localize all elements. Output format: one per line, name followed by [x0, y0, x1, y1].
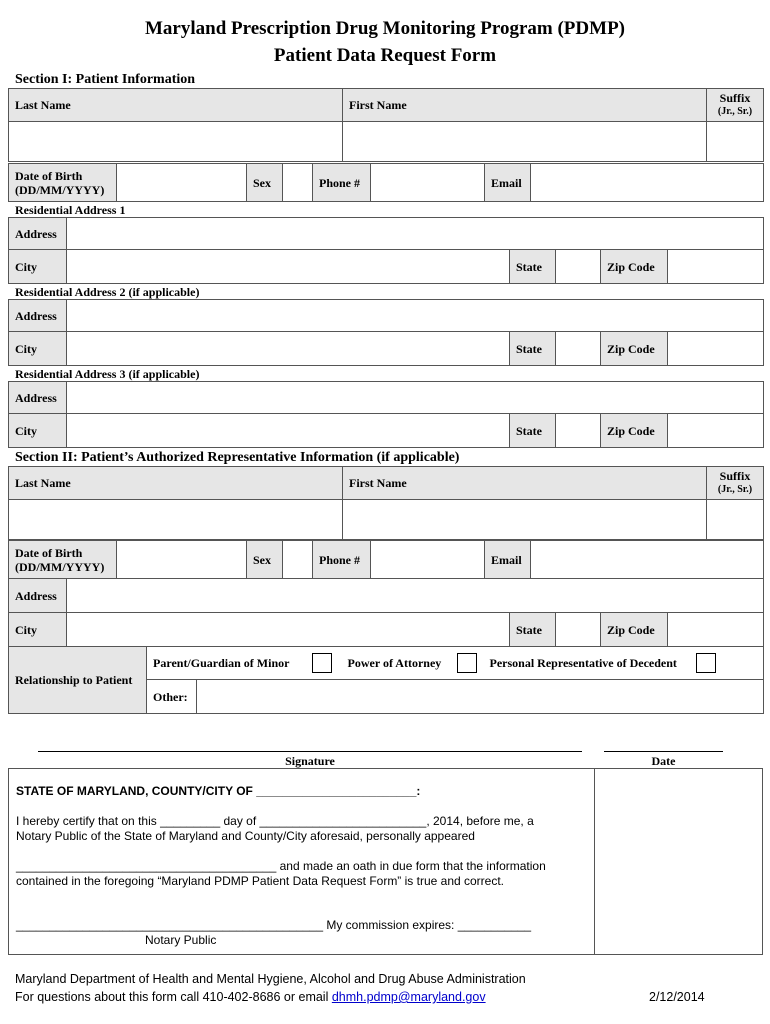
phone-label: Phone #: [313, 164, 371, 202]
rep-email-input[interactable]: [531, 541, 764, 579]
form-subtitle: Patient Data Request Form: [273, 45, 497, 66]
zip1-input[interactable]: [668, 250, 764, 284]
rep-suffix-hint: (Jr., Sr.): [717, 484, 753, 495]
suffix-input[interactable]: [707, 122, 764, 162]
city1-input[interactable]: [67, 250, 510, 284]
rep-phone-input[interactable]: [371, 541, 485, 579]
state2-input[interactable]: [556, 332, 601, 366]
opt-parent-label: Parent/Guardian of Minor: [147, 647, 312, 680]
rep-sex-input[interactable]: [283, 541, 313, 579]
notary-public-label: Notary Public: [145, 933, 217, 947]
notary-commission-line: ______________________________________________ My commission expires: ___________: [16, 918, 532, 932]
city1-label: City: [9, 250, 67, 284]
city2-label: City: [9, 332, 67, 366]
opt-parent-cell: [312, 647, 342, 680]
last-name-label: Last Name: [9, 89, 343, 122]
zip2-input[interactable]: [668, 332, 764, 366]
state1-input[interactable]: [556, 250, 601, 284]
footer-questions: [15, 989, 486, 1005]
suffix-text: Suffix: [719, 91, 751, 105]
zip2-label: Zip Code: [601, 332, 668, 366]
footer-questions-text: For questions about this form call 410-402-8686 or email: [15, 990, 332, 1004]
form-title: Maryland Prescription Drug Monitoring Program (PDMP): [144, 18, 626, 39]
state1-label: State: [510, 250, 556, 284]
patient-dob-table: [8, 163, 764, 202]
address1-label: Address: [9, 218, 67, 250]
notary-block: [8, 768, 763, 955]
rep-city-label: City: [9, 613, 67, 647]
opt-poa-cell: [457, 647, 484, 680]
footer-department: Maryland Department of Health and Mental Hygiene, Alcohol and Drug Abuse Administration: [15, 972, 526, 986]
zip1-label: Zip Code: [601, 250, 668, 284]
rep-email-label: Email: [485, 541, 531, 579]
signature-label: Signature: [285, 754, 335, 768]
rep-zip-input[interactable]: [668, 613, 764, 647]
address2-table: [8, 299, 764, 366]
email-link[interactable]: dhmh.pdmp@maryland.gov: [331, 990, 486, 1004]
suffix-hint: (Jr., Sr.): [717, 106, 753, 117]
other-input[interactable]: [197, 680, 764, 714]
other-label: Other:: [147, 680, 197, 714]
opt-rep-label: Personal Representative of Decedent: [484, 647, 694, 680]
opt-rep-cell: [694, 647, 764, 680]
dob-label-line2: (DD/MM/YYYY): [15, 182, 105, 197]
rep-dob-input[interactable]: [117, 541, 247, 579]
first-name-input[interactable]: [343, 122, 707, 162]
date-line[interactable]: [604, 751, 723, 752]
relationship-label: Relationship to Patient: [9, 647, 147, 714]
address1-heading: Residential Address 1: [15, 203, 126, 217]
rep-suffix-label: [707, 467, 764, 500]
rep-last-name-label: Last Name: [9, 467, 343, 500]
opt-poa-label: Power of Attorney: [342, 647, 457, 680]
footer-date: 2/12/2014: [649, 990, 705, 1004]
sex-input[interactable]: [283, 164, 313, 202]
signature-line[interactable]: [38, 751, 582, 752]
last-name-input[interactable]: [9, 122, 343, 162]
zip3-label: Zip Code: [601, 414, 668, 448]
rep-suffix-text: Suffix: [719, 469, 751, 483]
notary-certify-line1: I hereby certify that on this _________ day of _________________________, 2014, before me, a: [16, 814, 534, 828]
phone-input[interactable]: [371, 164, 485, 202]
city2-input[interactable]: [67, 332, 510, 366]
sex-label: Sex: [247, 164, 283, 202]
city3-label: City: [9, 414, 67, 448]
email-input[interactable]: [531, 164, 764, 202]
rep-dob-label: [9, 541, 117, 579]
rep-state-input[interactable]: [556, 613, 601, 647]
state2-label: State: [510, 332, 556, 366]
rep-first-name-label: First Name: [343, 467, 707, 500]
rep-address-table: [8, 578, 764, 647]
zip3-input[interactable]: [668, 414, 764, 448]
rep-phone-label: Phone #: [313, 541, 371, 579]
rep-city-input[interactable]: [67, 613, 510, 647]
rep-sex-label: Sex: [247, 541, 283, 579]
rep-address-label: Address: [9, 579, 67, 613]
section2-heading: Section II: Patient’s Authorized Representative Information (if applicable): [15, 450, 460, 465]
rep-dob-label-line1: Date of Birth: [15, 545, 83, 560]
address3-table: [8, 381, 764, 448]
power-of-attorney-checkbox[interactable]: [457, 653, 477, 673]
address2-input[interactable]: [67, 300, 764, 332]
relationship-table: [8, 646, 764, 714]
rep-state-label: State: [510, 613, 556, 647]
personal-representative-checkbox[interactable]: [696, 653, 716, 673]
first-name-label: First Name: [343, 89, 707, 122]
suffix-label: [707, 89, 764, 122]
notary-state-line: STATE OF MARYLAND, COUNTY/CITY OF ________________________:: [16, 784, 421, 798]
email-label: Email: [485, 164, 531, 202]
rep-dob-table: [8, 540, 764, 579]
address3-heading: Residential Address 3 (if applicable): [15, 367, 200, 381]
state3-label: State: [510, 414, 556, 448]
notary-oath-line2: contained in the foregoing “Maryland PDMP Patient Data Request Form” is true and correct.: [16, 874, 505, 888]
dob-label-line1: Date of Birth: [15, 168, 83, 183]
address3-label: Address: [9, 382, 67, 414]
rep-first-name-input[interactable]: [343, 500, 707, 540]
notary-certify-line2: Notary Public of the State of Maryland and County/City aforesaid, personally appeared: [16, 829, 475, 843]
dob-input[interactable]: [117, 164, 247, 202]
rep-suffix-input[interactable]: [707, 500, 764, 540]
notary-oath-line1: _______________________________________ and made an oath in due form that the information: [16, 859, 546, 873]
rep-last-name-input[interactable]: [9, 500, 343, 540]
patient-name-table: [8, 88, 764, 162]
section1-heading: Section I: Patient Information: [15, 72, 196, 87]
rep-address-input[interactable]: [67, 579, 764, 613]
rep-name-table: [8, 466, 764, 540]
address2-label: Address: [9, 300, 67, 332]
address2-heading: Residential Address 2 (if applicable): [15, 285, 200, 299]
address3-input[interactable]: [67, 382, 764, 414]
city3-input[interactable]: [67, 414, 510, 448]
dob-label: [9, 164, 117, 202]
address1-input[interactable]: [67, 218, 764, 250]
rep-dob-label-line2: (DD/MM/YYYY): [15, 559, 105, 574]
parent-guardian-checkbox[interactable]: [312, 653, 332, 673]
state3-input[interactable]: [556, 414, 601, 448]
notary-text-area: [9, 769, 595, 954]
date-label: Date: [651, 754, 676, 768]
address1-table: [8, 217, 764, 284]
rep-zip-label: Zip Code: [601, 613, 668, 647]
